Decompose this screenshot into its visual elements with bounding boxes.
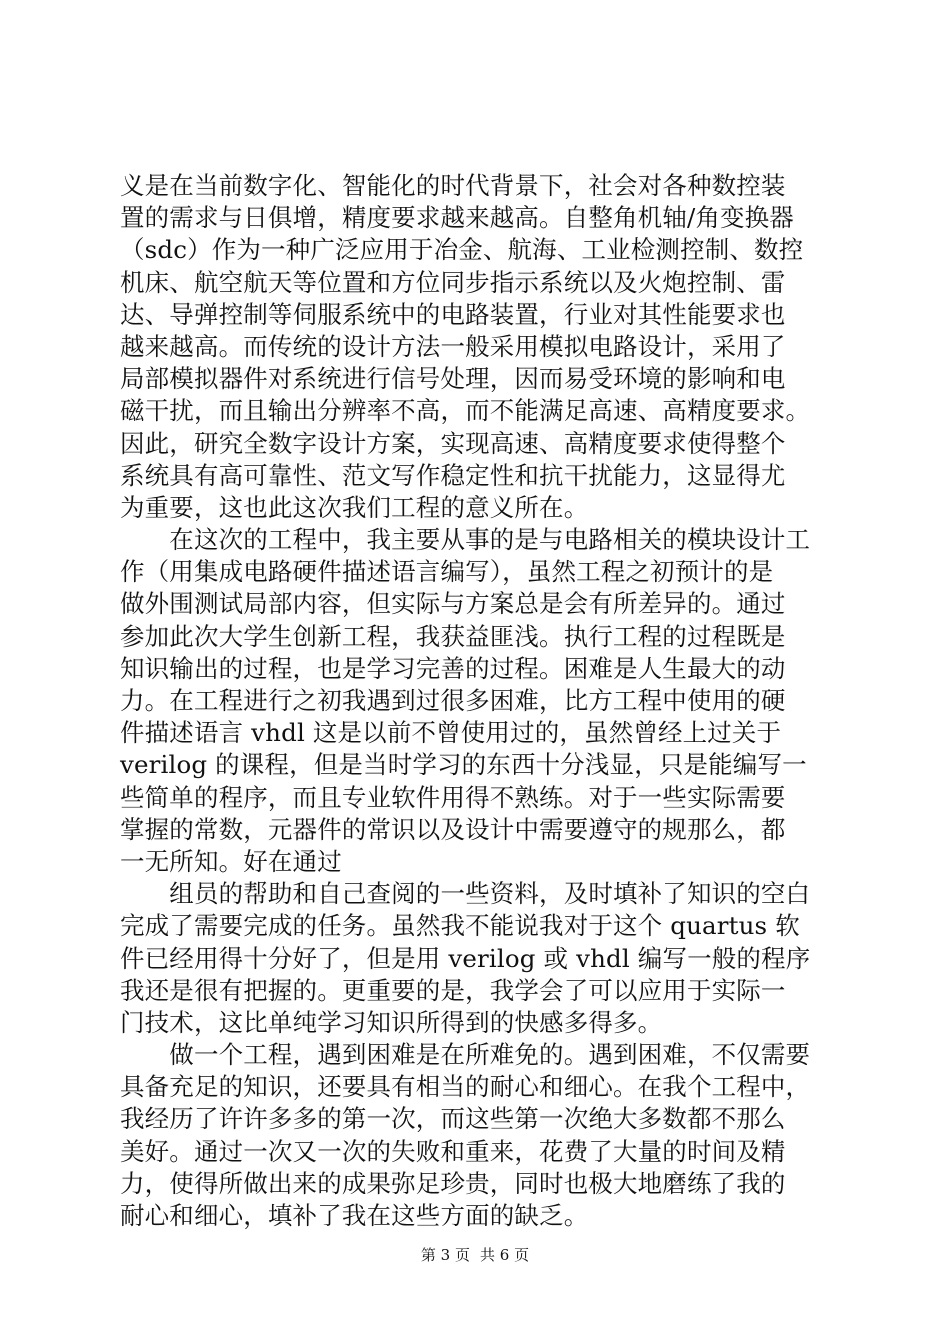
text-line: 局部模拟器件对系统进行信号处理，因而易受环境的影响和电 <box>120 364 786 394</box>
text-line: 组员的帮助和自己查阅的一些资料，及时填补了知识的空白 <box>120 879 811 909</box>
text-line: 美好。通过一次又一次的失败和重来，花费了大量的时间及精 <box>120 1136 786 1166</box>
text-line: 在这次的工程中，我主要从事的是与电路相关的模块设计工 <box>120 525 811 555</box>
text-line: 掌握的常数，元器件的常识以及设计中需要遵守的规那么，都 <box>120 814 786 844</box>
text-line: 做外围测试局部内容，但实际与方案总是会有所差异的。通过 <box>120 589 786 619</box>
text-line: 知识输出的过程，也是学习完善的过程。困难是人生最大的动 <box>120 653 786 683</box>
page-number: 第 3 页 <box>420 1246 470 1264</box>
text-line: 我经历了许许多多的第一次，而这些第一次绝大多数都不那么 <box>120 1104 786 1134</box>
text-line: 机床、航空航天等位置和方位同步指示系统以及火炮控制、雷 <box>120 267 786 297</box>
text-line: 作（用集成电路硬件描述语言编写），虽然工程之初预计的是 <box>120 557 774 587</box>
text-line: （sdc）作为一种广泛应用于冶金、航海、工业检测控制、数控 <box>120 235 804 265</box>
text-line: 些简单的程序，而且专业软件用得不熟练。对于一些实际需要 <box>120 782 786 812</box>
text-line: 达、导弹控制等伺服系统中的电路装置，行业对其性能要求也 <box>120 299 786 329</box>
text-line: 具备充足的知识，还要具有相当的耐心和细心。在我个工程中， <box>120 1072 811 1102</box>
total-pages: 共 6 页 <box>480 1246 530 1264</box>
text-line: 义是在当前数字化、智能化的时代背景下，社会对各种数控装 <box>120 171 786 200</box>
text-line: 件描述语言 vhdl 这是以前不曾使用过的，虽然曾经上过关于 <box>120 718 782 748</box>
page-footer <box>0 1244 950 1265</box>
text-line: 耐心和细心，填补了我在这些方面的缺乏。 <box>120 1201 589 1230</box>
text-line: 力。在工程进行之初我遇到过很多困难，比方工程中使用的硬 <box>120 686 786 715</box>
text-line: 门技术，这比单纯学习知识所得到的快感多得多。 <box>120 1007 663 1037</box>
text-line: 磁干扰，而且输出分辨率不高，而不能满足高速、高精度要求。 <box>120 396 811 426</box>
text-line: 系统具有高可靠性、范文写作稳定性和抗干扰能力，这显得尤 <box>120 460 786 490</box>
text-line: 置的需求与日俱增，精度要求越来越高。自整角机轴/角变换器 <box>120 203 794 233</box>
text-line: 因此，研究全数字设计方案，实现高速、高精度要求使得整个 <box>120 428 786 458</box>
text-line: verilog 的课程，但是当时学习的东西十分浅显，只是能编写一 <box>120 750 807 780</box>
text-line: 参加此次大学生创新工程，我获益匪浅。执行工程的过程既是 <box>120 621 786 651</box>
text-line: 做一个工程，遇到困难是在所难免的。遇到困难，不仅需要 <box>120 1040 811 1070</box>
text-line: 完成了需要完成的任务。虽然我不能说我对于这个 quartus 软 <box>120 911 800 941</box>
text-line: 力，使得所做出来的成果弥足珍贵，同时也极大地磨练了我的 <box>120 1168 786 1198</box>
text-line: 一无所知。好在通过 <box>120 846 342 876</box>
body-text <box>120 170 860 1232</box>
text-line: 越来越高。而传统的设计方法一般采用模拟电路设计，采用了 <box>120 331 786 361</box>
text-line: 我还是很有把握的。更重要的是，我学会了可以应用于实际一 <box>120 975 786 1005</box>
text-line: 为重要，这也此这次我们工程的意义所在。 <box>120 492 589 522</box>
text-line: 件已经用得十分好了，但是用 verilog 或 vhdl 编写一般的程序 <box>120 943 811 973</box>
